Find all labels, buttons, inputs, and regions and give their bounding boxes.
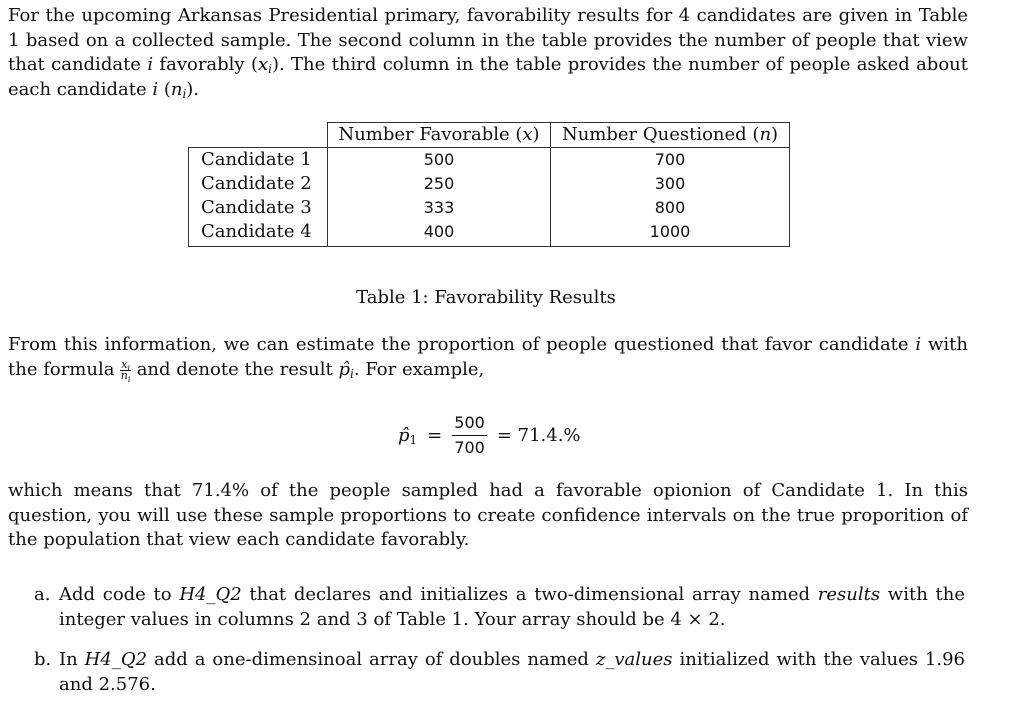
array-name: results	[817, 584, 881, 605]
favorable-cell: 333	[328, 196, 551, 220]
fraction-numerator: x	[121, 357, 128, 371]
intro-text-4: (	[158, 78, 171, 100]
estimate-text-4: . For example,	[353, 358, 485, 380]
example-equation	[398, 407, 581, 463]
intro-text-5: ).	[186, 78, 200, 100]
favorable-cell: 500	[328, 148, 551, 173]
var-i: i	[915, 334, 922, 355]
var-i: i	[152, 78, 159, 100]
intro-text-1: For the upcoming Arkansas Presidential primary, favorability results for 4 candidates are given in Table 1 based on a collected sample. The second column in the table provides the number of people that view that candidate	[8, 5, 968, 75]
equation-equals: =	[427, 424, 443, 446]
intro-text-3: ). The third column in the table provides the number of people asked about each candidate	[8, 54, 968, 100]
subscript-i: i	[182, 86, 187, 101]
estimate-paragraph: From this information, we can estimate the proportion of people questioned that favor candidate i with the formula $\frac{x_i}{n_i}$ and denote the result $p̂_i$. For example,	[8, 334, 968, 384]
list-item: a. Add code to H4_Q2 that declares and initializes a two-dimensional array named results with the integer values in columns 2 and 3 of Table 1. Your array should be 4 × 2.	[34, 584, 965, 630]
part-label: a.	[34, 584, 51, 605]
question-parts	[0, 583, 965, 697]
intro-paragraph	[8, 4, 968, 102]
estimate-text-3: and denote the result	[130, 358, 339, 380]
intro-text-2: favorably (	[153, 54, 258, 75]
fraction-denominator: n	[120, 368, 128, 382]
table-header-questioned: Number Questioned (n)	[551, 123, 790, 148]
table-caption: Table 1: Favorability Results	[356, 287, 616, 308]
table-header-favorable: Number Favorable (x)	[328, 123, 551, 148]
estimate-text-2: with the formula	[8, 334, 968, 380]
candidate-cell: Candidate 2	[189, 172, 328, 196]
candidate-cell: Candidate 3	[189, 196, 328, 220]
list-item: b. In H4_Q2 add a one-dimensinoal array of doubles named z_values initialized with the values 1.96 and 2.576.	[34, 649, 966, 695]
inline-fraction: $\frac{x_i}{n_i}$	[120, 357, 131, 384]
var-n: n	[170, 78, 183, 100]
table-row	[189, 172, 790, 196]
code-name: H4_Q2	[84, 649, 148, 670]
candidate-cell: Candidate 4	[189, 220, 328, 247]
questioned-cell: 700	[551, 148, 790, 173]
p-hat: p̂	[338, 358, 351, 380]
var-i: i	[147, 54, 154, 75]
estimate-text-1: From this information, we can estimate the proportion of people questioned that favor candidate	[8, 334, 916, 355]
favorable-cell: 250	[328, 172, 551, 196]
equation-numerator: 500	[452, 413, 487, 436]
subscript-i: i	[268, 62, 272, 76]
table-header-row	[189, 123, 790, 148]
table-row	[189, 148, 790, 173]
part-label: b.	[34, 649, 52, 670]
equation-lhs: $p̂_1$	[398, 424, 418, 447]
code-name: H4_Q2	[179, 584, 242, 605]
questioned-cell: 1000	[551, 220, 790, 247]
explanation-paragraph: which means that 71.4% of the people sampled had a favorable opionion of Candidate 1. In this question, you will use these sample proportions to create confidence intervals on the true proporition of the population that view each candidate favorably.	[8, 480, 968, 550]
favorability-table	[188, 122, 790, 247]
array-name: z_values	[595, 649, 673, 670]
table-header-empty	[189, 123, 328, 148]
equation-fraction	[452, 413, 487, 457]
equation-rhs: = 71.4.%	[496, 424, 581, 446]
table-row	[189, 196, 790, 220]
table-row	[189, 220, 790, 247]
candidate-cell: Candidate 1	[189, 148, 328, 173]
favorable-cell: 400	[328, 220, 551, 247]
questioned-cell: 800	[551, 196, 790, 220]
questioned-cell: 300	[551, 172, 790, 196]
equation-denominator: 700	[454, 438, 485, 457]
var-x: x	[257, 54, 269, 75]
